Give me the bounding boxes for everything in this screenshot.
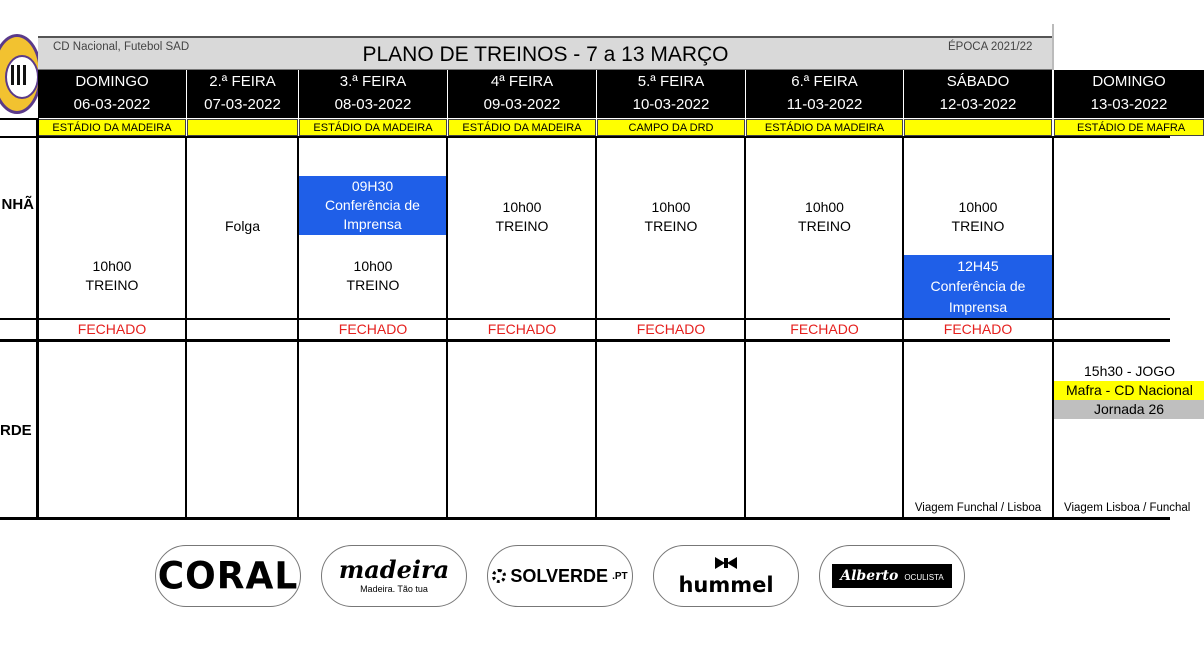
day-header: [299, 70, 447, 118]
grid-line: [0, 339, 1170, 342]
venue-label: ESTÁDIO DA MADEIRA: [38, 119, 186, 136]
day-name: SÁBADO: [946, 73, 1010, 90]
travel-note: Viagem Funchal / Lisboa: [914, 502, 1042, 514]
sun-icon: [492, 569, 506, 583]
session-time: 10h00: [958, 199, 998, 215]
alberto-logo: Alberto: [840, 568, 899, 584]
day-header: [38, 70, 186, 118]
day-header: [746, 70, 903, 118]
day-name: 2.ª FEIRA: [209, 73, 276, 90]
venue-label: ESTÁDIO DA MADEIRA: [299, 119, 447, 136]
press-label: Conferência de Imprensa: [930, 278, 1026, 315]
game-time: 15h30 - JOGO: [1084, 363, 1176, 379]
day-header: [448, 70, 596, 118]
press-label: Conferência de Imprensa: [325, 197, 420, 232]
grid-line: [0, 136, 1170, 138]
madeira-tagline: Madeira. Tão tua: [360, 584, 428, 594]
day-header: [597, 70, 745, 118]
day-date: 13-03-2022: [1090, 96, 1168, 113]
press-conference: [904, 255, 1052, 318]
day-date: 08-03-2022: [334, 96, 412, 113]
session-label: TREINO: [495, 218, 549, 234]
club-name: CD Nacional, Futebol SAD: [53, 41, 190, 53]
day-name: 4ª FEIRA: [490, 73, 554, 90]
sponsor-solverde[interactable]: [487, 545, 633, 607]
hummel-logo: hummel: [678, 573, 774, 597]
sponsor-hummel[interactable]: [653, 545, 799, 607]
venue-label: ESTÁDIO DE MAFRA: [1054, 119, 1204, 136]
sponsor-coral[interactable]: [155, 545, 301, 607]
session-label: TREINO: [644, 218, 698, 234]
grid-line: [0, 118, 38, 120]
solverde-logo: SOLVERDE: [510, 565, 609, 586]
session-time: 10h00: [92, 258, 132, 274]
day-date: 09-03-2022: [483, 96, 561, 113]
grid-line: [1052, 136, 1054, 520]
row-label-morning: NHÃ: [1, 196, 34, 213]
day-name: DOMINGO: [1092, 73, 1166, 90]
day-header: [1054, 70, 1204, 118]
status-closed: FECHADO: [338, 321, 408, 337]
day-header: [187, 70, 298, 118]
session-time: 10h00: [353, 258, 393, 274]
press-time: 12H45: [957, 258, 999, 274]
day-date: 07-03-2022: [204, 96, 281, 113]
page-title: PLANO DE TREINOS - 7 a 13 MARÇO: [362, 43, 729, 66]
sponsor-alberto[interactable]: [819, 545, 965, 607]
session-label: TREINO: [85, 277, 139, 293]
day-name: 6.ª FEIRA: [791, 73, 858, 90]
venue-label: ESTÁDIO DA MADEIRA: [746, 119, 903, 136]
day-date: 10-03-2022: [632, 96, 710, 113]
press-conference: [299, 176, 446, 235]
status-closed: FECHADO: [636, 321, 706, 337]
status-closed: FECHADO: [943, 321, 1013, 337]
session-label: TREINO: [798, 218, 851, 234]
venue-label: CAMPO DA DRD: [597, 119, 745, 136]
day-name: DOMINGO: [75, 73, 149, 90]
club-logo: [0, 34, 42, 114]
day-date: 11-03-2022: [786, 96, 863, 113]
session-label: TREINO: [951, 218, 1005, 234]
venue-label: [187, 119, 298, 136]
bee-icon: [713, 555, 739, 571]
grid-line: [36, 118, 39, 520]
session-label: TREINO: [346, 277, 400, 293]
travel-note: Viagem Lisboa / Funchal: [1064, 502, 1191, 514]
sponsor-madeira[interactable]: [321, 545, 467, 607]
madeira-logo: madeira: [338, 555, 450, 584]
day-name: 3.ª FEIRA: [339, 73, 407, 90]
solverde-suffix: .PT: [612, 570, 628, 582]
title-bar: [38, 36, 1053, 70]
round-label: Jornada 26: [1054, 400, 1204, 419]
row-label-afternoon: RDE: [0, 422, 32, 439]
session-time: 10h00: [502, 199, 542, 215]
venue-label: ESTÁDIO DA MADEIRA: [448, 119, 596, 136]
grid-line: [0, 517, 1170, 520]
match-label: Mafra - CD Nacional: [1054, 381, 1204, 400]
day-date: 06-03-2022: [73, 96, 151, 113]
coral-logo: CORAL: [157, 554, 299, 598]
season-label: ÉPOCA 2021/22: [948, 41, 1033, 53]
divider: [1052, 24, 1054, 70]
session-time: 10h00: [805, 199, 844, 215]
session-time: 10h00: [651, 199, 691, 215]
press-time: 09H30: [351, 178, 394, 194]
venue-label: [904, 119, 1052, 136]
day-date: 12-03-2022: [939, 96, 1017, 113]
status-closed: FECHADO: [77, 321, 147, 337]
status-closed: FECHADO: [487, 321, 557, 337]
status-closed: FECHADO: [790, 321, 859, 337]
day-off: Folga: [224, 218, 261, 234]
alberto-sub: OCULISTA: [904, 573, 944, 582]
day-name: 5.ª FEIRA: [637, 73, 705, 90]
day-header: [904, 70, 1052, 118]
